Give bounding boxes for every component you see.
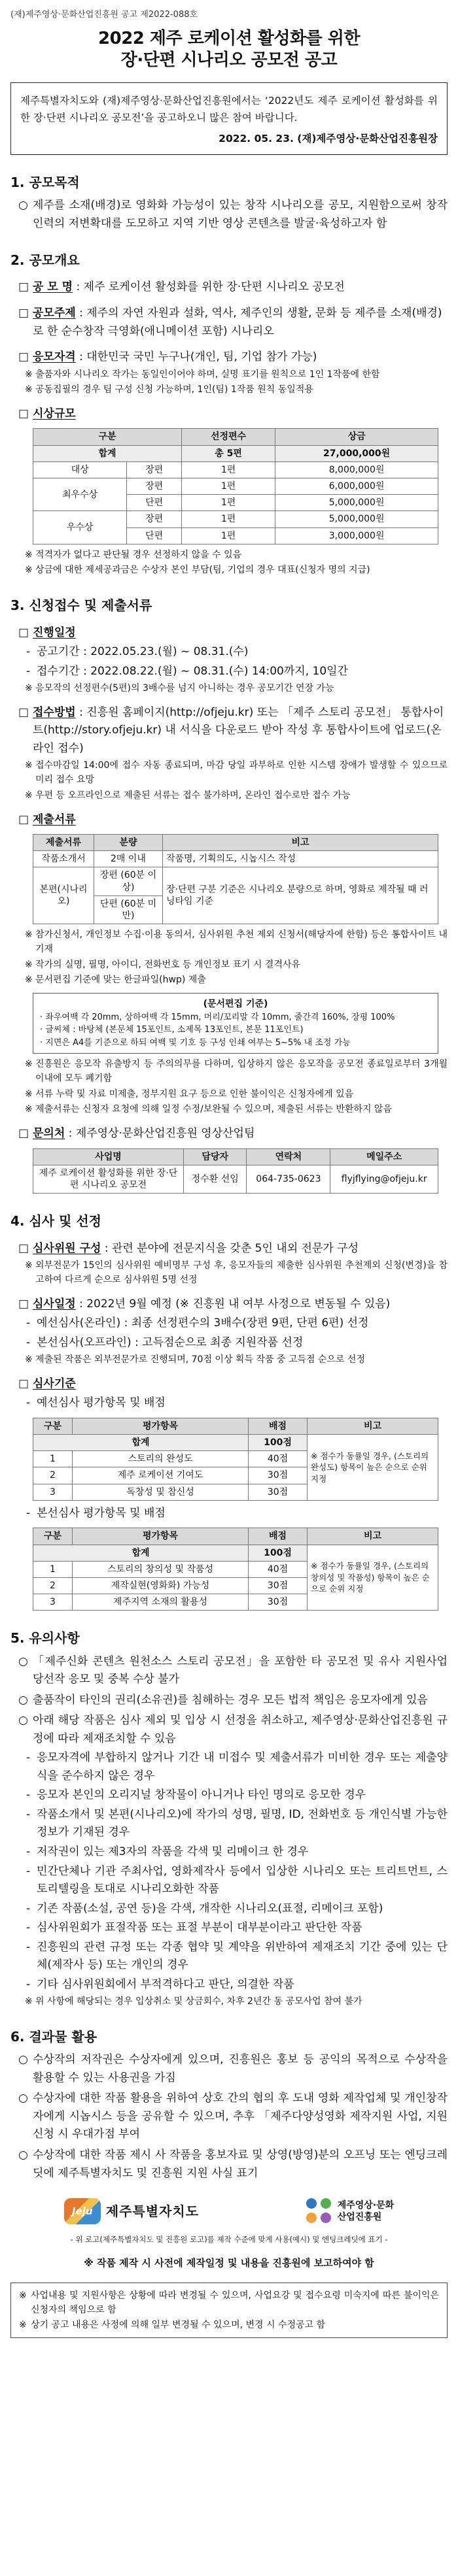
table-row: 제주 로케이션 활성화를 위한 장·단편 시나리오 공모전 정수환 선임 064-735-0623 flyjflying@ofjeju.kr: [33, 1165, 438, 1193]
schedule-line: - 접수기간 : 2022.08.22.(월) ~ 08.31.(수) 14:00까지, 10일간: [26, 664, 348, 678]
square-bullet-icon: □: [18, 280, 29, 294]
table-row: 최우수상 장편 1편 6,000,000원: [33, 478, 438, 495]
section-6-title: 6. 결과물 활용: [10, 2028, 97, 2045]
usage-item: ○ 수상자에 대한 작품 활용을 위하여 상호 간의 협의 후 도내 영화 제작업체 및 개인창작자에게 시놉시스 등을 공유할 수 있으며, 추후 「제주다양성영화 제작지원 사업, 지원신청 시 우대가점 부여: [18, 2092, 448, 2141]
table-row: 작품소개서 2매 이내 작품명, 기획의도, 시놉시스 작성: [33, 851, 438, 867]
award-table: 구분 선정편수 상금 합계 총 5편 27,000,000원 대상 장편 1편 8,000,000원 최우수상 장편 1편 6,000,000원 단편 1편 5,000,000원 우수상 장편 1편 5,000,000원 단편 1편 3,000,000원: [33, 428, 438, 544]
method-item: □ 접수방법 : 진흥원 홈페이지(http://ofjeju.kr) 또는 「제주 스토리 공모전」 통합사이트(http://story.ofjeju.kr) 내 서식을 다운로드 받아 작성 후 통합사이트에 업로드(온라인 접수): [10, 704, 448, 758]
note-line: ※ 우편 등 오프라인으로 제출된 서류는 접수 불가하며, 온라인 접수로만 접수 가능: [25, 790, 351, 801]
main-criteria-label: - 본선심사 평가항목 및 배점: [26, 1506, 166, 1520]
section-1-item: ○ 제주를 소재(배경)로 영화화 가능성이 있는 창작 시나리오를 공모, 지원함으로써 창작인력의 저변확대를 도모하고 지역 기반 영상 콘텐츠를 발굴·육성하고자 함: [10, 197, 448, 233]
report-notice: ※ 작품 제작 시 사전에 제작일정 및 내용을 진흥원에 보고하여야 함: [84, 2256, 374, 2269]
table-row: 2 제작실현(영화화) 가능성 30점: [33, 1577, 438, 1594]
intro-text: 제주특별자치도와 (재)제주영상·문화산업진흥원에서는 ‘2022년도 제주 로케이션 활성화를 위한 장·단편 시나리오 공모전’을 공고하오니 많은 참여 바랍니다.: [20, 94, 438, 124]
note-line: ※ 적격자가 없다고 판단될 경우 선정하지 않을 수 있음: [25, 549, 242, 560]
table-row: 3 제주지역 소재의 활용성 30점: [33, 1594, 438, 1611]
caution-sub: - 기존 작품(소설, 공연 등)을 각색, 개작한 시나리오(표절, 리메이크 포함): [26, 1901, 383, 1915]
usage-item: ○ 수상작의 저작권은 수상자에게 있으며, 진흥원은 홍보 등 공익의 목적으로 수상작을 활용할 수 있는 사용권을 가짐: [18, 2053, 448, 2084]
caution-sub: - 심사위원회가 표절작품 또는 표절 부분이 대부분이라고 판단한 작품: [26, 1921, 362, 1935]
table-row: 단편 1편 3,000,000원: [33, 527, 438, 544]
bullet-icon: ○: [18, 199, 28, 212]
intro-box: [10, 82, 448, 155]
caution-sub: - 작품소개서 및 본편(시나리오)에 작가의 성명, 필명, ID, 전화번호 등 개인식별 가능한 정보가 기재된 경우: [26, 1807, 448, 1839]
jeju-mark-icon: Jeju: [64, 2198, 101, 2224]
main-criteria-table: 구분 평가항목 배점 비고 합계 100점 ※ 점수가 동률일 경우, (스토리의 창의성 및 작품성) 항목이 높은 순으로 순위 지정 1 스토리의 창의성 및 작품성 40점 2 제작실현(영화화) 가능성 30점 3 제주지역 소재의 활용성 30점: [33, 1528, 438, 1611]
square-bullet-icon: □: [18, 705, 29, 719]
jdc-logo-text: 제주영상·문화 산업진흥원: [337, 2200, 395, 2223]
usage-item: ○ 수상작에 대한 작품 제시 사 작품을 홍보자료 및 상영(방영)분의 오프닝 또는 엔딩크레딧에 제주특별자치도 및 진흥원 지원 사실 표기: [18, 2148, 448, 2180]
overview-item: □ 응모자격 : 대한민국 국민 누구나(개인, 팀, 기업 참가 가능): [10, 348, 448, 367]
final-note: ※ 상기 공고 내용은 사정에 의해 일부 변경될 수 있으며, 변경 시 수정공고 함: [19, 2319, 326, 2330]
logo-strip: [10, 2193, 448, 2230]
note-line: ※ 응모작의 선정편수(5편)의 3배수를 넘지 아니하는 경우 공모기간 연장 가능: [25, 683, 334, 694]
table-row: 본편(시나리오) 장편 (60분 이상) 장·단편 구분 기준은 시나리오 분량으로 하며, 영화로 제작될 때 러닝타임 기준: [33, 867, 438, 895]
award-th: 상금: [275, 429, 438, 445]
note-line: ※ 위 사항에 해당되는 경우 입상취소 및 상금회수, 차후 2년간 동 공모사업 참여 불가: [25, 1996, 362, 2007]
caution-sub: - 저작권이 있는 제3자의 작품을 각색 및 리메이크 한 경우: [26, 1845, 309, 1858]
contact-item: □ 문의처 : 제주영상·문화산업진흥원 영상산업팀: [10, 1125, 448, 1143]
overview-item: □ 공 모 명 : 제주 로케이션 활성화를 위한 장·단편 시나리오 공모전: [10, 278, 448, 297]
award-th: 구분: [33, 429, 182, 445]
note-line: ※ 접수마감일 14:00에 접수 자동 종료되며, 마감 당일 과부하로 인한 시스템 장애가 발생할 수 있으므로 미리 접수 요망: [25, 760, 448, 786]
panel-item: □ 심사위원 구성 : 관련 분야에 전문지식을 갖춘 5인 내외 전문가 구성: [10, 1240, 448, 1258]
note-line: ※ 공동집필의 경우 팀 구성 신청 가능하며, 1인(팀) 1작품 원칙 동일적용: [25, 384, 313, 395]
final-notes-box: [10, 2283, 448, 2338]
jeju-logo-text: 제주특별자치도: [105, 2203, 200, 2219]
table-row: 1 스토리의 창의성 및 작품성 40점: [33, 1561, 438, 1577]
table-row: 대상 장편 1편 8,000,000원: [33, 461, 438, 478]
table-row: 단편 (60분 미만): [33, 895, 438, 924]
docs-heading: □ 제출서류: [10, 811, 448, 829]
table-row: 1 스토리의 완성도 40점: [33, 1451, 438, 1467]
pre-criteria-label: - 예선심사 평가항목 및 배점: [26, 1396, 166, 1410]
intro-date: 2022. 05. 23. (재)제주영상·문화산업진흥원장: [219, 133, 438, 145]
section-3-title: 3. 신청접수 및 제출서류: [10, 597, 152, 614]
award-heading: □ 시상규모: [10, 405, 448, 424]
note-line: ※ 문서편집 기준에 맞는 한글파일(hwp) 제출: [25, 975, 206, 986]
document-number: (재)제주영상·문화산업진흥원 공고 제2022-088호: [10, 10, 198, 20]
contact-email: flyjflying@ofjeju.kr: [330, 1165, 438, 1193]
square-bullet-icon: □: [18, 1127, 29, 1141]
date-item: □ 심사일정 : 2022년 9월 예정 (※ 진흥원 내 여부 사정으로 변동될 수 있음): [10, 1296, 448, 1314]
square-bullet-icon: □: [18, 1297, 29, 1311]
pre-criteria-table: 구분 평가항목 배점 비고 합계 100점 ※ 점수가 동률일 경우, (스토리의 완성도) 항목이 높은 순으로 순위 지정 1 스토리의 완성도 40점 2 제주 로케이션 기여도 30점 3 독창성 및 참신성 30점: [33, 1418, 438, 1501]
table-row: 3 독창성 및 참신성 30점: [33, 1484, 438, 1500]
section-5-title: 5. 유의사항: [10, 1630, 80, 1647]
section-2-title: 2. 공모개요: [10, 252, 80, 269]
overview-item: □ 공모주제 : 제주의 자연 자원과 설화, 역사, 제주인의 생활, 문화 등 제주를 소재(배경)로 한 순수창작 극영화(애니메이션 포함) 시나리오: [10, 305, 448, 341]
note-line: ※ 상금에 대한 제세공과금은 수상자 본인 부담(팀, 기업의 경우 대표(신청자 명의 지급): [25, 565, 370, 576]
table-row: 2 제주 로케이션 기여도 30점: [33, 1467, 438, 1484]
edit-standard-box: (문서편집 기준) · 좌우여백 각 20mm, 상하여백 각 15mm, 머리/꼬리말 각 10mm, 줄간격 160%, 장평 100% · 글씨체 : 바탕체 (본문체 15포인트, 소제목 13포인트, 본문 11포인트) · 지면은 A4를 기준으로 하되 여백 및 기호 등 구성 인쇄 여부는 5~5% 내 조정 가능: [33, 993, 438, 1054]
section-4-title: 4. 심사 및 선정: [10, 1213, 102, 1229]
schedule-line: - 공고기간 : 2022.05.23.(월) ~ 08.31.(수): [26, 645, 249, 659]
note-line: ※ 제출된 작품은 외부전문가로 진행되며, 70점 이상 획득 작품 중 고득점 순으로 선정: [25, 1354, 365, 1365]
square-bullet-icon: □: [18, 306, 29, 320]
square-bullet-icon: □: [18, 812, 29, 826]
caution-sub: - 민간단체나 기관 주최사업, 영화제작사 등에서 입상한 시나리오 또는 트리트먼트, 스토리텔링을 토대로 시나리오화한 작품: [26, 1864, 448, 1896]
note-line: ※ 작가의 실명, 필명, 아이디, 전화번호 등 개인정보 표기 시 결격사유: [25, 959, 301, 970]
title-line-2: 장·단편 시나리오 공모전 공고: [120, 50, 338, 71]
criteria-heading: □ 심사기준: [10, 1375, 448, 1394]
table-row: 단편 1편 5,000,000원: [33, 495, 438, 511]
caution-item: ○ 출품작이 타인의 권리(소유권)를 침해하는 경우 모든 법적 책임은 응모자에게 있음: [18, 1693, 428, 1707]
square-bullet-icon: □: [18, 350, 29, 364]
section-1-title: 1. 공모목적: [10, 174, 80, 190]
table-row: 우수상 장편 1편 5,000,000원: [33, 511, 438, 527]
jeju-logo: [64, 2198, 199, 2224]
jdc-mark-icon: [306, 2198, 332, 2224]
jdc-logo: [306, 2198, 394, 2224]
square-bullet-icon: □: [18, 1377, 29, 1390]
caution-sub: - 응모자 본인의 오리지널 창작물이 아니거나 타인 명의로 응모한 경우: [26, 1788, 366, 1802]
docs-table: 제출서류 분량 비고 작품소개서 2매 이내 작품명, 기획의도, 시놉시스 작성 본편(시나리오) 장편 (60분 이상) 장·단편 구분 기준은 시나리오 분량으로 하며, 영화로 제작될 때 러닝타임 기준 단편 (60분 미만): [33, 834, 438, 924]
caution-item: ○ 「제주신화 콘텐츠 원천소스 스토리 공모전」을 포함한 타 공모전 및 유사 지원사업 당선작 응모 및 중복 수상 불가: [18, 1654, 448, 1686]
award-th: 선정편수: [181, 429, 275, 445]
contact-table: 사업명 담당자 연락처 메일주소 제주 로케이션 활성화를 위한 장·단편 시나리오 공모전 정수환 선임 064-735-0623 flyjflying@ofjeju.kr: [33, 1148, 438, 1194]
date-line: - 예선심사(온라인) : 최종 선정편수의 3배수(장편 9편, 단편 6편) 선정: [26, 1316, 369, 1330]
logo-footnote: - 위 로고(제주특별자치도 및 진흥원 로고)를 제작 수준에 맞게 사용(예시) 및 엔딩크레딧에 표기 -: [70, 2235, 388, 2245]
caution-sub: - 기타 심사위원회에서 부적격하다고 판단, 의결한 작품: [26, 1977, 294, 1991]
note-line: ※ 출품자와 시나리오 작가는 동일인이어야 하며, 실명 표기를 원칙으로 1인 1작품에 한함: [25, 369, 380, 380]
note-line: ※ 서류 누락 및 자료 미제출, 정부지원 요구 등으로 인한 불이익은 신청자에게 있음: [25, 1088, 354, 1099]
note-line: ※ 외부전문가 15인의 심사위원 예비명부 구성 후, 응모자들의 제출한 심사위원 추천제외 신청(변경)을 참고하여 다르게 순으로 심사위원 5명 선정: [25, 1260, 448, 1285]
caution-sub: - 진흥원의 관련 규정 또는 각종 협약 및 계약을 위반하여 제재조치 기간 중에 있는 단체(제작사 등) 또는 개인의 경우: [26, 1940, 448, 1972]
page-title: [10, 28, 448, 72]
title-line-1: 2022 제주 로케이션 활성화를 위한: [98, 29, 360, 49]
note-line: ※ 진흥원은 응모작 유출방지 등 주의의무를 다하며, 입상하지 않은 응모작을 공모전 종료일로부터 3개월 이내에 모두 폐기함: [25, 1059, 448, 1084]
square-bullet-icon: □: [18, 1241, 29, 1255]
final-note: ※ 사업내용 및 지원사항은 상황에 따라 변경될 수 있으며, 사업요강 및 접수요령 미숙지에 따른 불이익은 신청자의 책임으로 함: [19, 2290, 439, 2316]
note-line: ※ 참가신청서, 개인정보 수집·이용 동의서, 심사위원 추천 제외 신청서(해당자에 한함) 등은 통합사이트 내 기재: [25, 929, 448, 954]
caution-sub: - 응모자격에 부합하지 않거나 기간 내 미접수 및 제출서류가 미비한 경우 또는 제출양식을 준수하지 않은 경우: [26, 1751, 448, 1782]
schedule-heading: □ 진행일정: [10, 624, 448, 643]
square-bullet-icon: □: [18, 407, 29, 420]
caution-item: ○ 아래 해당 작품은 심사 제외 및 입상 시 선정을 취소하고, 제주영상·문화산업진흥원 규정에 따라 제재조치할 수 있음: [18, 1714, 448, 1745]
square-bullet-icon: □: [18, 626, 29, 639]
note-line: ※ 제출서류는 신청자 요청에 의해 일정 수정/보완될 수 있으며, 제출된 서류는 반환하지 않음: [25, 1104, 392, 1115]
date-line: - 본선심사(오프라인) : 고득점순으로 최종 지원작품 선정: [26, 1335, 304, 1349]
